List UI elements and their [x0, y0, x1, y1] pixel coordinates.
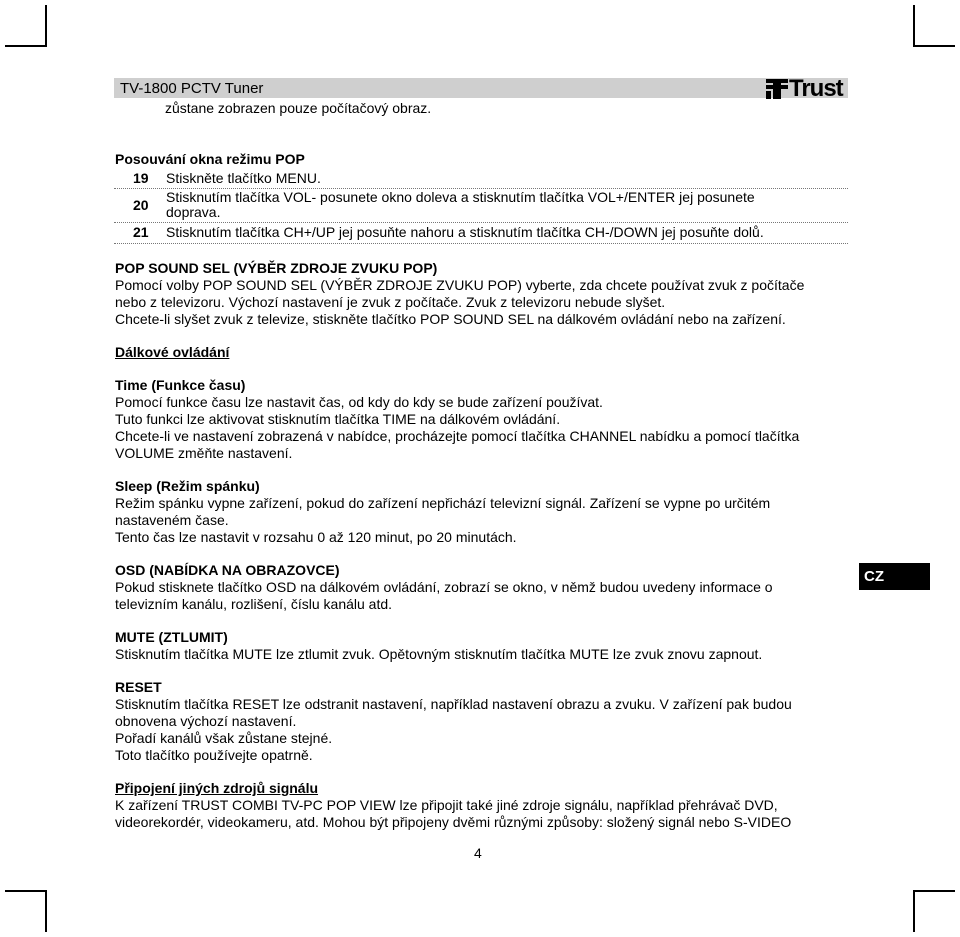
reset-line: Toto tlačítko používejte opatrně.: [115, 747, 313, 763]
crop-mark-top-right-v: [913, 5, 915, 47]
trust-logo-text: Trust: [789, 75, 843, 102]
other-sources-line: videorekordér, videokameru, atd. Mohou být připojeny dvěmi různými způsoby: složený signál nebo S-VIDEO: [115, 814, 792, 830]
sleep-line: Tento čas lze nastavit v rozsahu 0 až 120 minut, po 20 minutách.: [115, 529, 517, 545]
step-row: [114, 189, 848, 223]
reset-line: Stisknutím tlačítka RESET lze odstranit nastavení, například nastavení obrazu a zvuku. V zařízení pak budou: [115, 696, 792, 712]
osd-line: televizním kanálu, rozlišení, číslu kanálu atd.: [115, 596, 393, 612]
pop-sound-line: nebo z televizoru. Výchozí nastavení je zvuk z počítače. Zvuk z televizoru nebude slyšet.: [115, 294, 666, 310]
step-number: 19: [133, 170, 149, 186]
crop-mark-bottom-left-v: [45, 890, 47, 932]
trust-logo: [766, 77, 843, 101]
osd-title: OSD (NABÍDKA NA OBRAZOVCE): [115, 562, 340, 578]
trust-logo-mark-icon: [766, 79, 788, 99]
crop-mark-top-left-h: [5, 45, 47, 47]
window-section-title: Posouvání okna režimu POP: [115, 151, 305, 167]
language-tab: CZ: [859, 563, 930, 590]
step-number: 21: [133, 224, 149, 240]
intro-line: zůstane zobrazen pouze počítačový obraz.: [165, 100, 432, 116]
page-number: 4: [474, 845, 482, 861]
other-sources-title: Připojení jiných zdrojů signálu: [115, 780, 319, 796]
remote-heading: Dálkové ovládání: [115, 344, 230, 360]
osd-line: Pokud stisknete tlačítko OSD na dálkovém ovládání, zobrazí se okno, v němž budou uvedeny informace o: [115, 579, 773, 595]
time-title: Time (Funkce času): [115, 377, 246, 393]
other-sources-line: K zařízení TRUST COMBI TV-PC POP VIEW lze připojit také jiné zdroje signálu, například přehrávač DVD,: [115, 797, 778, 813]
mute-line: Stisknutím tlačítka MUTE lze ztlumit zvuk. Opětovným stisknutím tlačítka MUTE lze zvuk znovu zapnout.: [115, 646, 763, 662]
crop-mark-bottom-right-h: [913, 890, 955, 892]
step-text: Stiskněte tlačítko MENU.: [166, 170, 321, 186]
mute-title: MUTE (ZTLUMIT): [115, 629, 228, 645]
sleep-line: Režim spánku vypne zařízení, pokud do zařízení nepřichází televizní signál. Zařízení se vypne po určitém: [115, 495, 771, 511]
time-line: Tuto funkci lze aktivovat stisknutím tlačítka TIME na dálkovém ovládání.: [115, 411, 561, 427]
header-title: TV-1800 PCTV Tuner: [120, 80, 264, 97]
crop-mark-top-left-v: [45, 5, 47, 47]
sleep-title: Sleep (Režim spánku): [115, 478, 260, 494]
step-row: [114, 223, 848, 244]
step-row: [114, 168, 848, 189]
crop-mark-bottom-right-v: [913, 890, 915, 932]
sleep-line: nastaveném čase.: [115, 512, 229, 528]
step-text: Stisknutím tlačítka CH+/UP jej posuňte nahoru a stisknutím tlačítka CH-/DOWN jej posuňte dolů.: [166, 224, 764, 240]
step-number: 20: [133, 197, 149, 213]
reset-line: obnovena výchozí nastavení.: [115, 713, 297, 729]
step-text-line2: doprava.: [166, 204, 221, 220]
pop-sound-title: POP SOUND SEL (VÝBĚR ZDROJE ZVUKU POP): [115, 260, 438, 276]
step-text-line1: Stisknutím tlačítka VOL- posunete okno doleva a stisknutím tlačítka VOL+/ENTER jej posunete: [166, 189, 755, 205]
pop-sound-line: Chcete-li slyšet zvuk z televize, stiskněte tlačítko POP SOUND SEL na dálkovém ovládání nebo na zařízení.: [115, 311, 786, 327]
time-line: VOLUME změňte nastavení.: [115, 445, 293, 461]
crop-mark-bottom-left-h: [5, 890, 47, 892]
crop-mark-top-right-h: [913, 45, 955, 47]
time-line: Chcete-li ve nastavení zobrazená v nabídce, procházejte pomocí tlačítka CHANNEL nabídku a pomocí tlačítka: [115, 428, 800, 444]
reset-line: Pořadí kanálů však zůstane stejné.: [115, 730, 333, 746]
reset-title: RESET: [115, 679, 162, 695]
pop-sound-line: Pomocí volby POP SOUND SEL (VÝBĚR ZDROJE ZVUKU POP) vyberte, zda chcete používat zvuk z počítače: [115, 277, 805, 293]
time-line: Pomocí funkce času lze nastavit čas, od kdy do kdy se bude zařízení používat.: [115, 394, 603, 410]
